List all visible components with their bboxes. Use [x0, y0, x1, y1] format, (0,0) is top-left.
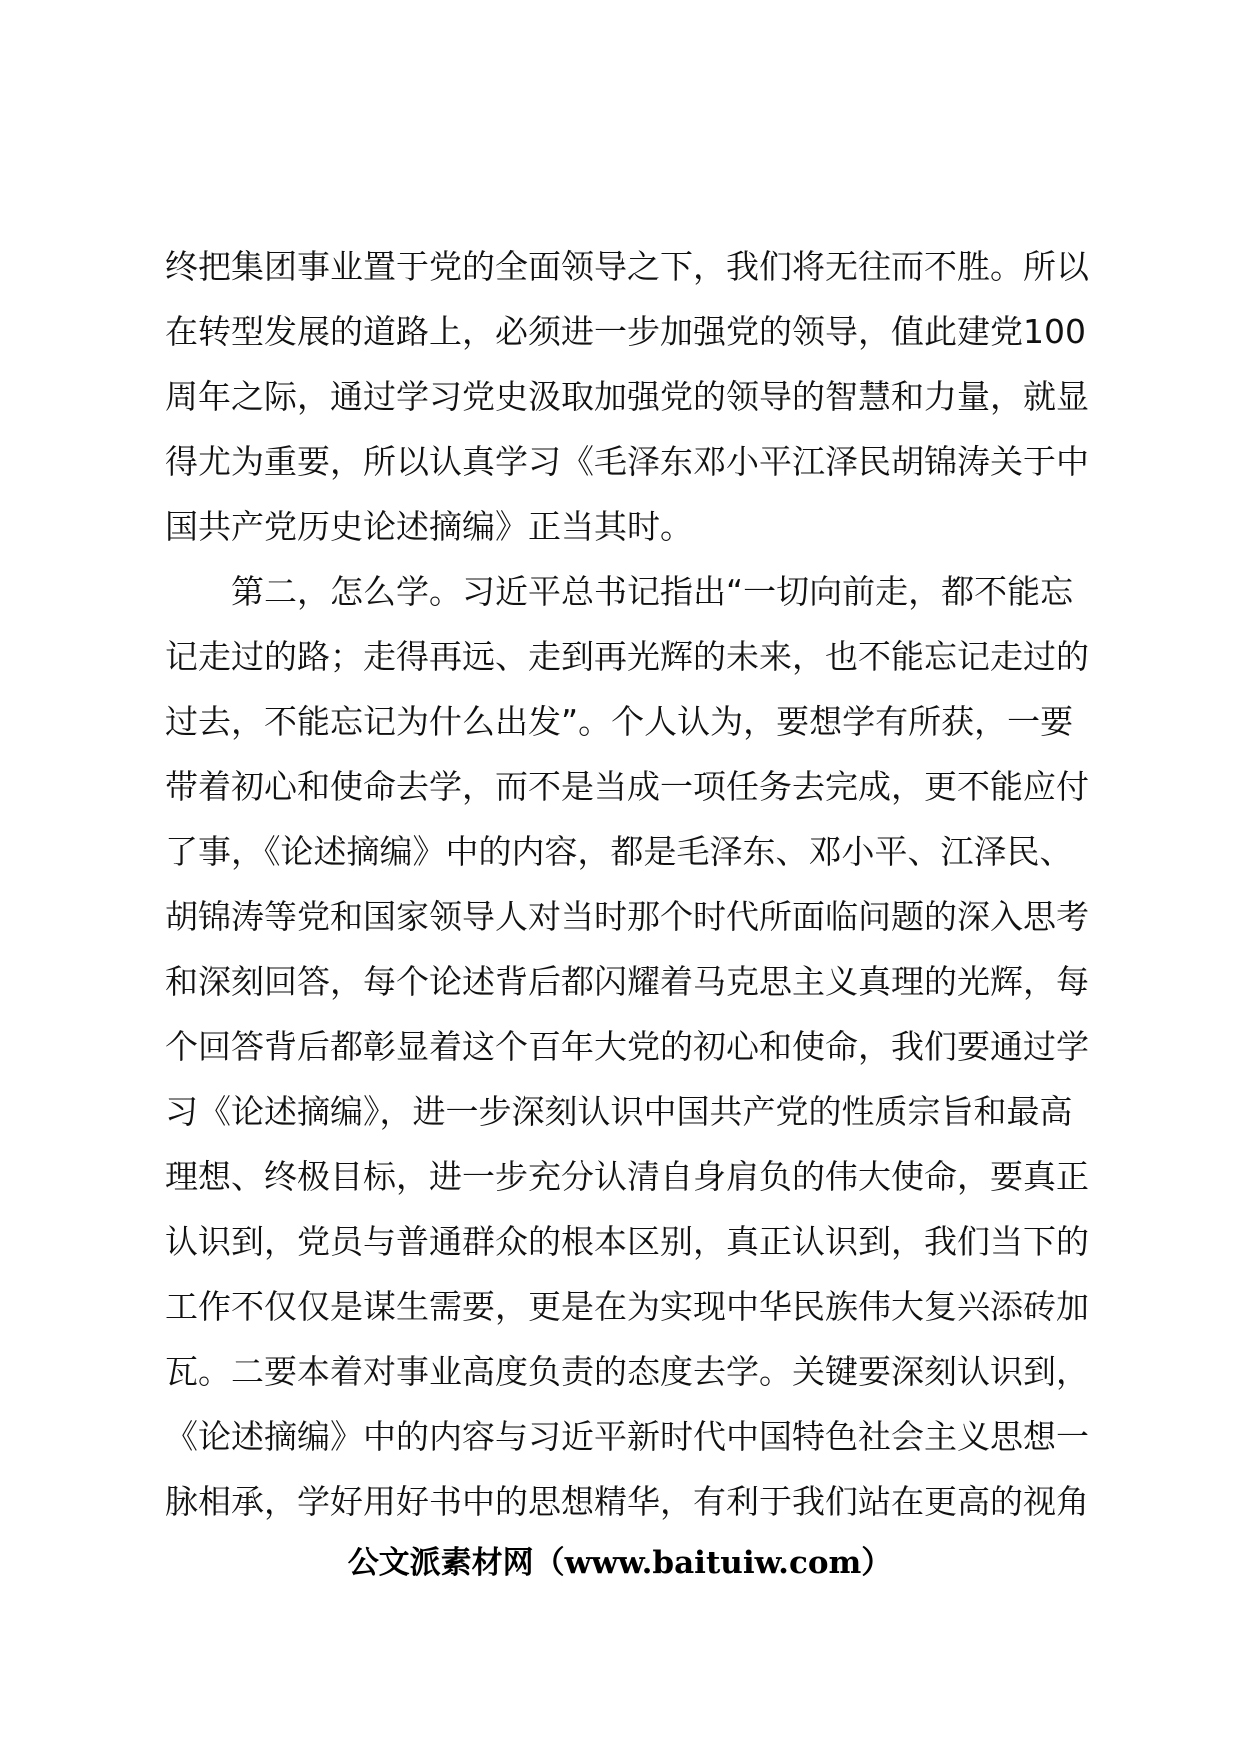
- text-line: 得尤为重要，所以认真学习《毛泽东邓小平江泽民胡锦涛关于中: [165, 442, 1089, 481]
- text-line: 第二，怎么学。习近平总书记指出“一切向前走，都不能忘: [165, 572, 1074, 611]
- text-line: 瓦。二要本着对事业高度负责的态度去学。关键要深刻认识到，: [165, 1352, 1089, 1391]
- page-footer: 公文派素材网（www.baituiw.com）: [347, 1545, 893, 1581]
- text-line: 工作不仅仅是谋生需要，更是在为实现中华民族伟大复兴添砖加: [165, 1287, 1089, 1326]
- text-line: 记走过的路；走得再远、走到再光辉的未来，也不能忘记走过的: [165, 637, 1089, 676]
- text-line: 过去，不能忘记为什么出发”。个人认为，要想学有所获，一要: [165, 702, 1074, 741]
- text-line: 习《论述摘编》，进一步深刻认识中国共产党的性质宗旨和最高: [165, 1092, 1073, 1131]
- text-line: 和深刻回答，每个论述背后都闪耀着马克思主义真理的光辉，每: [165, 962, 1089, 1001]
- text-line: 终把集团事业置于党的全面领导之下，我们将无往而不胜。所以: [165, 247, 1089, 286]
- text-line: 了事，《论述摘编》中的内容，都是毛泽东、邓小平、江泽民、: [165, 832, 1073, 871]
- text-line: 脉相承，学好用好书中的思想精华，有利于我们站在更高的视角: [165, 1482, 1089, 1521]
- text-line: 个回答背后都彰显着这个百年大党的初心和使命，我们要通过学: [165, 1027, 1089, 1066]
- text-line: 《论述摘编》中的内容与习近平新时代中国特色社会主义思想一: [165, 1417, 1089, 1456]
- text-line: 国共产党历史论述摘编》正当其时。: [165, 507, 693, 546]
- text-line: 理想、终极目标，进一步充分认清自身肩负的伟大使命，要真正: [165, 1157, 1089, 1196]
- text-line: 胡锦涛等党和国家领导人对当时那个时代所面临问题的深入思考: [165, 897, 1089, 936]
- body-text: [165, 234, 1100, 1534]
- text-line: 周年之际，通过学习党史汲取加强党的领导的智慧和力量，就显: [165, 377, 1089, 416]
- text-line: 认识到，党员与普通群众的根本区别，真正认识到，我们当下的: [165, 1222, 1089, 1261]
- text-line: 在转型发展的道路上，必须进一步加强党的领导，值此建党100: [165, 312, 1086, 351]
- text-line: 带着初心和使命去学，而不是当成一项任务去完成，更不能应付: [165, 767, 1089, 806]
